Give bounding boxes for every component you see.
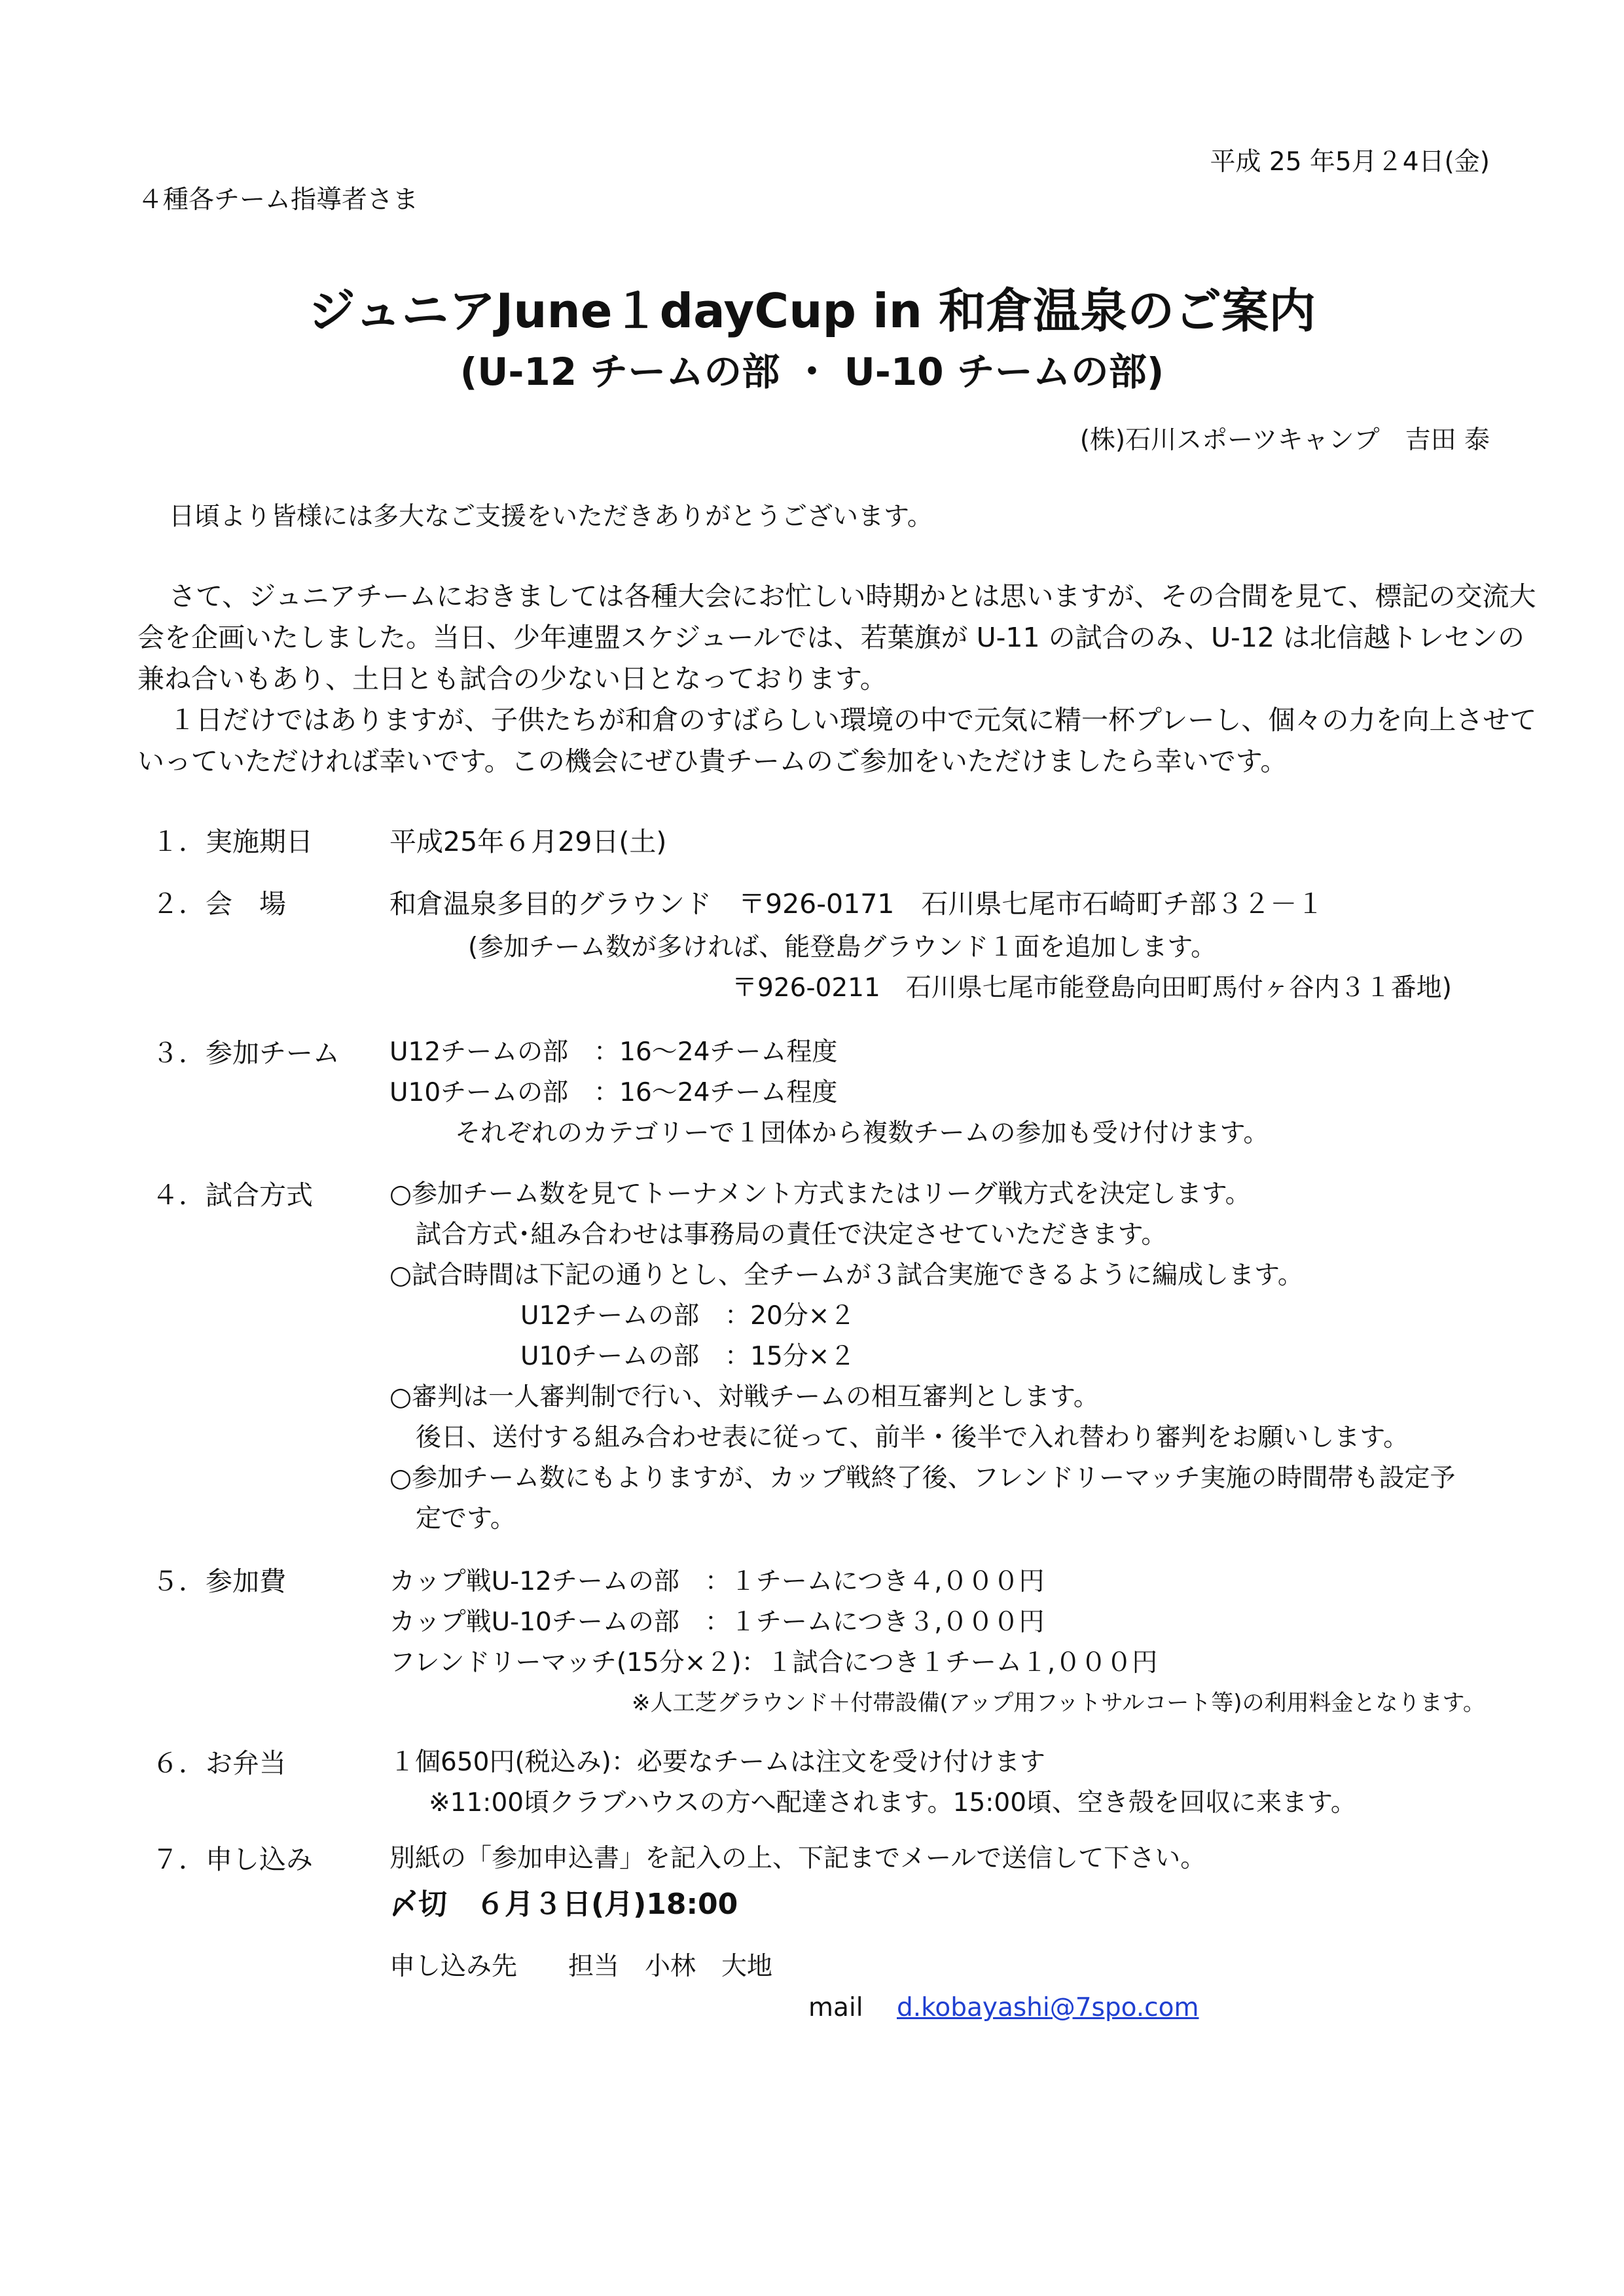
apply-contact: 申し込み先 担当 小林 大地 xyxy=(389,1952,773,1981)
page-subtitle: (U-12 チームの部 ・ U-10 チームの部) xyxy=(460,350,1164,394)
venue-note: (参加チーム数が多ければ、能登島グラウンド１面を追加します。 xyxy=(468,933,1217,962)
format-time-u12: U12チームの部 ：20分×２ xyxy=(520,1301,856,1331)
venue-main: 和倉温泉多目的グラウンド 〒926-0171 石川県七尾市石崎町チ部３２－１ xyxy=(389,888,1324,920)
greeting: 日頃より皆様には多大なご支援をいただきありがとうございます。 xyxy=(169,502,933,531)
fee-note: ※人工芝グラウンド＋付帯設備(アップ用フットサルコート等)の利用料金となります。 xyxy=(632,1690,1485,1716)
format-line: 試合方式･組み合わせは事務局の責任で決定させていただきます。 xyxy=(416,1220,1167,1249)
section-label-teams: ３．参加チーム xyxy=(152,1037,340,1069)
intro-line: 兼ね合いもあり、土日とも試合の少ない日となっております。 xyxy=(137,663,887,694)
venue-alt-address: 〒926-0211 石川県七尾市能登島向田町馬付ヶ谷内３１番地) xyxy=(732,973,1452,1003)
section-label-lunch: ６．お弁当 xyxy=(152,1748,286,1779)
section-label-venue: ２．会 場 xyxy=(152,888,286,920)
format-line: ○参加チーム数にもよりますが、カップ戦終了後、フレンドリーマッチ実施の時間帯も設定予 xyxy=(389,1463,1456,1493)
format-time-u10: U10チームの部 ：15分×２ xyxy=(520,1342,856,1371)
page-title: ジュニアJune１dayCup in 和倉温泉のご案内 xyxy=(308,283,1316,338)
sender: (株)石川スポーツキャンプ 吉田 泰 xyxy=(1079,425,1490,455)
apply-deadline: 〆切 ６月３日(月)18:00 xyxy=(389,1888,738,1921)
intro-line: いっていただければ幸いです。この機会にぜひ貴チームのご参加をいただけましたら幸いです。 xyxy=(137,745,1288,777)
apply-instructions: 別紙の「参加申込書」を記入の上、下記までメールで送信して下さい。 xyxy=(389,1844,1206,1873)
section-label-apply: ７．申し込み xyxy=(152,1844,313,1875)
section-label-fee: ５．参加費 xyxy=(152,1566,286,1597)
lunch-price: １個650円(税込み)：必要なチームは注文を受け付けます xyxy=(389,1748,1045,1777)
format-line: ○審判は一人審判制で行い、対戦チームの相互審判とします。 xyxy=(389,1382,1099,1412)
teams-u12: U12チームの部 ：16～24チーム程度 xyxy=(389,1037,838,1067)
format-line: 後日、送付する組み合わせ表に従って、前半・後半で入れ替わり審判をお願いします。 xyxy=(416,1423,1409,1452)
teams-note: それぞれのカテゴリーで１団体から複数チームの参加も受け付けます。 xyxy=(455,1119,1269,1148)
fee-u10: カップ戦U-10チームの部 ：１チームにつき３,０００円 xyxy=(389,1607,1045,1637)
fee-u12: カップ戦U-12チームの部 ：１チームにつき４,０００円 xyxy=(389,1567,1045,1596)
fee-friendly: フレンドリーマッチ(15分×２)：１試合につき１チーム１,０００円 xyxy=(389,1648,1158,1677)
format-line: ○参加チーム数を見てトーナメント方式またはリーグ戦方式を決定します。 xyxy=(389,1179,1251,1209)
email-link[interactable]: d.kobayashi@7spo.com xyxy=(897,1993,1199,2022)
lunch-note: ※11:00頃クラブハウスの方へ配達されます。15:00頃、空き殻を回収に来ます。 xyxy=(429,1788,1356,1818)
section-label-date: １．実施期日 xyxy=(152,826,313,857)
document-date: 平成 25 年5月２4日(金) xyxy=(1210,147,1490,177)
format-line: 定です。 xyxy=(416,1504,516,1534)
recipient: ４種各チーム指導者さま xyxy=(137,185,419,215)
mail-label: mail xyxy=(808,1993,863,2022)
event-date: 平成25年６月29日(土) xyxy=(389,826,667,857)
intro-line: 会を企画いたしました。当日、少年連盟スケジュールでは、若葉旗が U-11 の試合のみ、U-12 は北信越トレセンの xyxy=(137,622,1525,653)
intro-line: １日だけではありますが、子供たちが和倉のすばらしい環境の中で元気に精一杯プレーし、個々の力を向上させて xyxy=(169,704,1537,736)
format-line: ○試合時間は下記の通りとし、全チームが３試合実施できるように編成します。 xyxy=(389,1261,1303,1290)
section-label-format: ４．試合方式 xyxy=(152,1179,313,1211)
intro-line: さて、ジュニアチームにおきましては各種大会にお忙しい時期かとは思いますが、その合間を見て、標記の交流大 xyxy=(169,581,1536,612)
teams-u10: U10チームの部 ：16～24チーム程度 xyxy=(389,1078,838,1107)
